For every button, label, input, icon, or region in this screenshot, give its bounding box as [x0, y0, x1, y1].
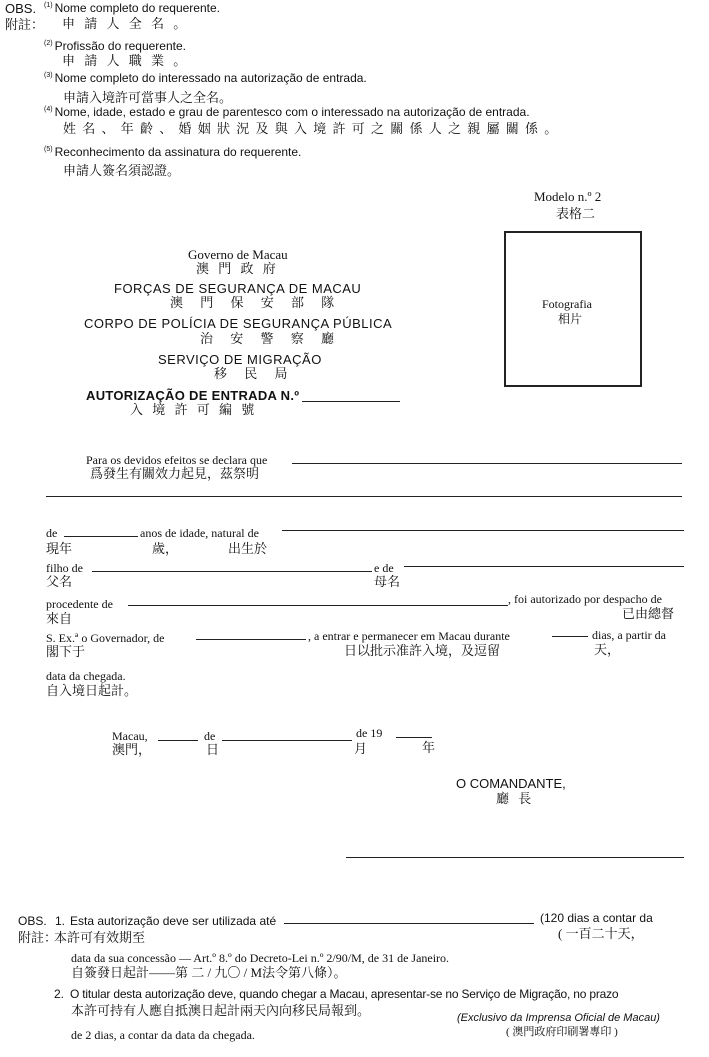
gov-title-zh: 澳 門 政 府 [196, 261, 279, 276]
entrar-label: , a entrar e permanecer em Macau durante [308, 629, 510, 643]
servico-title-zh: 移 民 局 [214, 366, 295, 381]
note-1: $^{(1)}$ Nome completo do requerente. [44, 1, 220, 15]
de-2-label: de 19 [356, 726, 383, 740]
obs-1-line2-zh: 自簽發日起計——第 二 / 九〇 / M法令第八條）。 [71, 965, 347, 980]
obs-2-line2: de 2 dias, a contar da data da chegada. [71, 1028, 255, 1042]
yue-zh: 月 [354, 741, 368, 756]
photo-label: Fotografia [542, 297, 592, 311]
note-5-zh: 申請人簽名須認證。 [63, 163, 181, 178]
procedente-label: procedente de [46, 597, 113, 611]
obs-2-text: O titular desta autorização deve, quando chegar a Macau, apresentar-se no Serviço de Migração, no prazo [70, 987, 619, 1001]
year-field[interactable] [396, 737, 432, 738]
note-4: $^{(4)}$ Nome, idade, estado e grau de parentesco com o interessado na autorização de entrada. [44, 105, 530, 119]
foi-label: , foi autorizado por despacho de [508, 592, 662, 606]
pizhun-zh: 日以批示准許入境，及逗留 [344, 643, 501, 658]
gexia-zh: 閣下于 [46, 644, 86, 659]
father-name-field[interactable] [92, 571, 372, 572]
obs-label: OBS. [5, 1, 37, 16]
photo-label-zh: 相片 [558, 312, 583, 326]
fu-zh: 父名 [46, 574, 73, 589]
modelo-label-zh: 表格二 [556, 206, 596, 221]
note-5: $^{(5)}$ Reconhecimento da assinatura do requerente. [44, 145, 302, 159]
note-3: $^{(3)}$ Nome completo do interessado na autorização de entrada. [44, 71, 367, 85]
servico-title: SERVIÇO DE MIGRAÇÃO [158, 352, 322, 367]
obs-label-zh: 附註： [5, 17, 45, 32]
anos-label: anos de idade, natural de [140, 526, 259, 540]
mu-zh: 母名 [374, 574, 401, 589]
despacho-date-field[interactable] [196, 639, 306, 640]
days-field[interactable] [552, 636, 588, 637]
comandante-label: O COMANDANTE, [456, 776, 566, 791]
obs-1-zh: 本許可有效期至 [54, 930, 146, 945]
macau-label: Macau, [112, 729, 148, 743]
note-3-zh: 申請入境許可當事人之全名。 [63, 90, 233, 105]
declarant-name-field[interactable] [292, 463, 682, 464]
birthplace-field[interactable] [282, 530, 684, 531]
origin-field[interactable] [128, 605, 508, 606]
macau-zh: 澳門， [112, 742, 152, 757]
age-field[interactable] [64, 536, 138, 537]
sex-label: S. Ex.ª o Governador, de [46, 631, 165, 645]
xiannian-zh: 現年 [46, 541, 73, 556]
note-1-zh: 申 請 人 全 名 。 [62, 16, 190, 31]
autorizacao-label-zh: 入 境 許 可 編 號 [130, 402, 258, 417]
validity-date-field[interactable] [284, 923, 534, 924]
sui-zh: 歲， [152, 541, 179, 556]
day-field[interactable] [158, 740, 198, 741]
dias-label: dias, a partir da [592, 628, 666, 642]
forcas-title: FORÇAS DE SEGURANÇA DE MACAU [114, 281, 362, 296]
ri-zh: 日 [206, 742, 220, 757]
data-chegada: data da chegada. [46, 669, 126, 683]
comandante-label-zh: 廳 長 [496, 791, 535, 806]
note-2: $^{(2)}$ Profissão do requerente. [44, 39, 186, 53]
obs-1-text: Esta autorização deve ser utilizada até [70, 914, 277, 928]
autorizacao-number-field[interactable] [302, 401, 400, 402]
obs-bottom-label-zh: 附註： [18, 930, 58, 945]
corpo-title: CORPO DE POLÍCIA DE SEGURANÇA PÚBLICA [84, 316, 393, 331]
e-de-label: e de [374, 561, 394, 575]
data-chegada-zh: 自入境日起計。 [46, 683, 138, 698]
autorizacao-label: AUTORIZAÇÃO DE ENTRADA N.º [86, 388, 300, 403]
declara-label: Para os devidos efeitos se declara que [86, 453, 268, 467]
obs-1-line2: data da sua concessão — Art.º 8.º do Decreto-Lei n.º 2/90/M, de 31 de Janeiro. [71, 951, 450, 965]
gov-title: Governo de Macau [188, 247, 288, 262]
note-2-zh: 申 請 人 職 業 。 [62, 53, 190, 68]
modelo-label: Modelo n.º 2 [534, 189, 602, 204]
obs-2-zh: 本許可持有人應自抵澳日起計兩天內向移民局報到。 [71, 1003, 371, 1018]
mother-name-field[interactable] [404, 566, 684, 567]
de-1-label: de [204, 729, 216, 743]
laizi-zh: 來自 [46, 611, 73, 626]
corpo-title-zh: 治 安 警 察 廳 [200, 331, 342, 346]
obs-1-right-zh: ( 一百二十天， [558, 926, 644, 941]
obs-1-right: (120 dias a contar da [540, 911, 653, 925]
imprensa-label-zh: ( 澳門政府印刷署專印 ) [506, 1026, 618, 1038]
month-field[interactable] [222, 740, 352, 741]
de-label: de [46, 526, 58, 540]
forcas-title-zh: 澳 門 保 安 部 隊 [170, 295, 342, 310]
obs-2-num: 2. [54, 987, 65, 1001]
nian-zh: 年 [422, 740, 436, 755]
filho-label: filho de [46, 561, 83, 575]
obs-bottom-label: OBS. [18, 914, 47, 928]
foi-zh: 已由總督 [622, 606, 675, 621]
declarant-name-field-2[interactable] [46, 496, 682, 497]
declara-label-zh: 爲發生有關效力起見，茲祭明 [90, 466, 260, 481]
obs-1-num: 1. [55, 914, 66, 928]
signature-field[interactable] [346, 857, 684, 858]
chusheng-zh: 出生於 [228, 541, 268, 556]
tian-zh: 天， [594, 642, 621, 657]
note-4-zh: 姓 名 、 年 齡 、 婚 姻 狀 況 及 與 入 境 許 可 之 關 係 人 之 親 屬 關 係 。 [63, 121, 559, 136]
imprensa-label: (Exclusivo da Imprensa Oficial de Macau) [457, 1012, 660, 1024]
